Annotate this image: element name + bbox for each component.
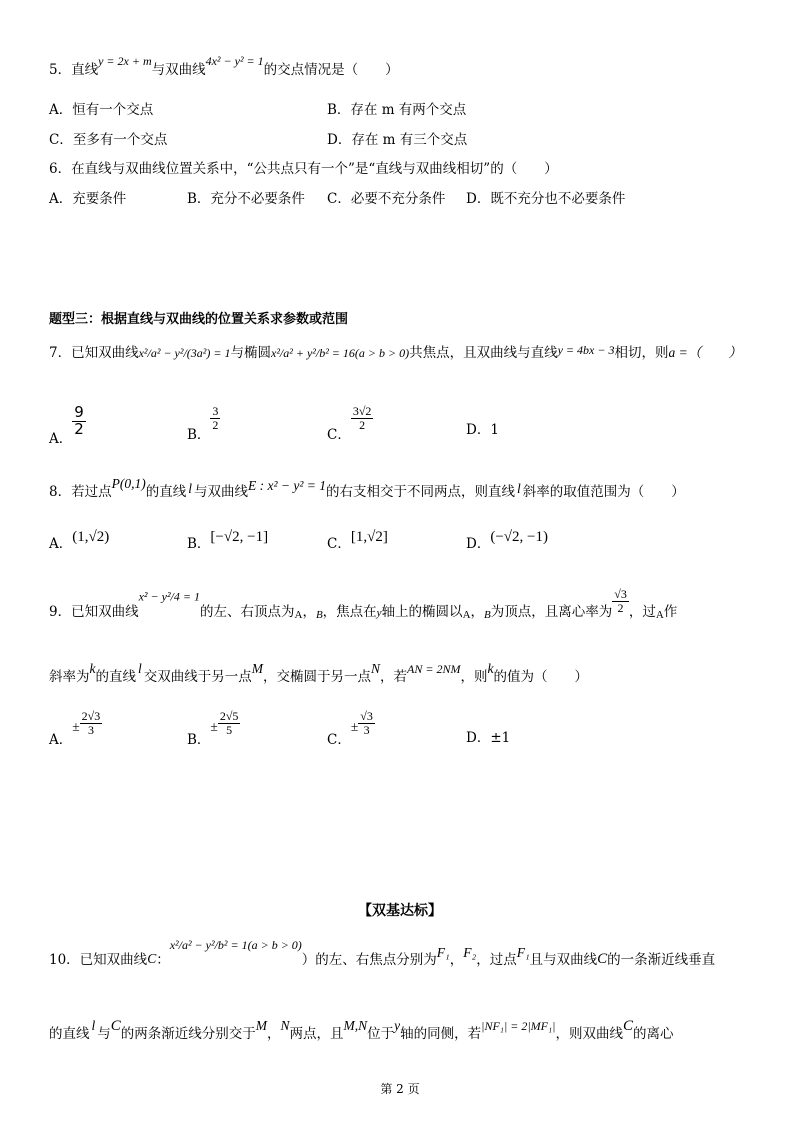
- q10-line2-f: 位于: [367, 1026, 395, 1042]
- q5-option-b: B．存在 m 有两个交点: [327, 102, 467, 118]
- q10-line-l: l: [91, 1018, 96, 1033]
- section-title-basics: 【双基达标】: [358, 903, 442, 919]
- q9-option-b-fraction: [218, 710, 241, 736]
- q10-c-2: C: [597, 951, 608, 967]
- q10-line2-g: 轴的同侧，若: [400, 1026, 482, 1042]
- q9-sep-2: ，: [470, 603, 485, 620]
- q8-stem: [49, 476, 685, 500]
- q10-line2-e: 两点，且: [289, 1026, 344, 1042]
- q10-text4: 的一条渐近线垂直: [607, 952, 716, 968]
- q6-option-a: A．充要条件: [49, 191, 127, 207]
- q9-option-c-num: √3: [360, 709, 373, 723]
- q9-option-a-label: A．: [49, 731, 73, 748]
- q7-option-b-fraction: [210, 405, 220, 431]
- q9-option-a-den: 3: [87, 722, 94, 737]
- q8-option-c: [327, 529, 388, 552]
- q9-option-b-num: 2√5: [219, 709, 239, 723]
- q5-option-d: D．存在 m 有三个交点: [327, 132, 468, 148]
- q10-f2: F₂: [463, 945, 477, 960]
- q9-line2-d: ，交椭圆于另一点: [263, 669, 372, 685]
- q9-line2-a: 斜率为: [49, 669, 90, 685]
- q8-line-l: l: [188, 481, 192, 496]
- q9-text4: 为顶点，且离心率为: [490, 603, 613, 620]
- q9-option-b-pm: ±: [210, 718, 218, 734]
- q8-option-a-label: A．: [49, 536, 73, 552]
- q8-mid2: 与双曲线: [193, 484, 248, 500]
- q9-option-a-pm: ±: [72, 718, 80, 734]
- q9-k-2: k: [487, 661, 494, 676]
- q9-line2-e: ，若: [380, 669, 408, 685]
- q9-sep: ，: [302, 603, 316, 620]
- q10-f1: F₁: [436, 945, 450, 960]
- q9-vector-equation: AN = 2NM: [407, 662, 461, 676]
- q9-option-c-label: C．: [327, 731, 351, 748]
- q9-point-a: A: [294, 608, 303, 621]
- q9-text3: 轴上的椭圆以: [381, 603, 463, 620]
- q9-option-d: D．±1: [466, 730, 511, 746]
- q7-ask: a =（ ）: [668, 345, 742, 360]
- q5-mid: 与双曲线: [151, 62, 206, 78]
- q9-point-n: N: [371, 661, 381, 676]
- q5-stem: [49, 54, 399, 78]
- q10-y: y: [394, 1018, 401, 1033]
- q6-stem: 6．在直线与双曲线位置关系中，“公共点只有一个”是“直线与双曲线相切”的（ ）: [49, 161, 558, 177]
- q10-sep: ，: [449, 952, 464, 968]
- q8-option-b-label: B．: [187, 536, 211, 552]
- q5-prefix: 5．直线: [49, 62, 99, 78]
- q8-option-b-value: [−√2, −1]: [210, 529, 269, 545]
- q8-mid3: 的右支相交于不同两点，则直线: [326, 484, 516, 500]
- q7-line-equation: y = 4bx − 3: [557, 343, 615, 357]
- q7-option-b: [187, 404, 220, 443]
- q7-option-c-num: 3√2: [352, 404, 372, 418]
- q9-eccentricity: [612, 588, 629, 614]
- q7-end: 相切，则: [614, 345, 669, 361]
- q10-stem-line2: [49, 1018, 674, 1042]
- q10-text1: ）的左、右焦点分别为: [301, 952, 437, 968]
- q9-y: y: [376, 606, 382, 619]
- q8-option-d: [466, 529, 548, 552]
- q10-condition: |NF₁| = 2|MF₁|: [481, 1019, 556, 1033]
- q7-option-a-label: A．: [49, 430, 73, 447]
- q10-prefix: 10．已知双曲线: [49, 952, 148, 968]
- q10-colon: ：: [156, 952, 170, 968]
- q9-point-m: M: [251, 661, 264, 676]
- q9-text6: 作: [663, 603, 678, 620]
- q7-option-b-den: 2: [212, 417, 219, 432]
- q10-line2-h: ，则双曲线: [555, 1026, 623, 1042]
- q10-line2-d: ，: [267, 1026, 281, 1042]
- q10-hyperbola-equation: x²/a² − y²/b² = 1(a > b > 0): [169, 938, 302, 952]
- q8-hyperbola: E : x² − y² = 1: [247, 478, 327, 493]
- q7-option-c-den: 2: [359, 417, 366, 432]
- q9-point-a-2: A: [462, 608, 471, 621]
- q9-line2-b: 的直线: [95, 669, 136, 685]
- q9-stem-line1: [49, 584, 678, 621]
- q7-mid: 与椭圆: [230, 345, 271, 361]
- q9-stem-line2: [49, 661, 588, 685]
- q10-text3: 且与双曲线: [529, 952, 598, 968]
- q9-line-l: l: [138, 661, 142, 676]
- q10-text2: ，过点: [476, 952, 517, 968]
- q9-point-b-2: B: [484, 608, 491, 621]
- q9-text1: 的左、右顶点为: [199, 603, 295, 620]
- q9-prefix: 9．已知双曲线: [49, 603, 139, 620]
- q10-c-3: C: [110, 1018, 121, 1034]
- q9-option-b-label: B．: [187, 731, 211, 748]
- q7-prefix: 7．已知双曲线: [49, 345, 139, 361]
- q7-option-a: [49, 403, 86, 447]
- q8-line-l-2: l: [517, 481, 521, 496]
- q9-option-a-num: 2√3: [81, 709, 101, 723]
- q8-option-a: [49, 529, 110, 552]
- q8-option-c-value: [1,√2]: [350, 529, 388, 545]
- q7-option-a-den: 2: [74, 419, 84, 438]
- q9-text5: ，过: [628, 603, 656, 620]
- q8-end: 斜率的取值范围为（ ）: [522, 484, 685, 500]
- q9-hyperbola-equation: x² − y²/4 = 1: [138, 589, 200, 604]
- q10-points-mn: M,N: [343, 1018, 368, 1033]
- q7-option-d: D．1: [466, 422, 499, 438]
- q9-option-b-den: 5: [226, 722, 233, 737]
- q9-line2-f: ，则: [460, 669, 488, 685]
- q5-option-c: C．至多有一个交点: [49, 132, 168, 148]
- q9-ecc-num: √3: [614, 587, 627, 601]
- q8-point: P(0,1): [111, 476, 146, 491]
- q8-option-d-label: D．: [466, 536, 491, 552]
- q5-line-equation: y = 2x + m: [98, 54, 152, 68]
- q6-option-b: B．充分不必要条件: [187, 191, 305, 207]
- q9-option-c-den: 3: [363, 722, 370, 737]
- q7-option-a-num: 9: [74, 403, 84, 421]
- q9-option-a: [49, 709, 102, 748]
- q10-line2-a: 的直线: [49, 1026, 90, 1042]
- q7-option-c: [327, 404, 373, 443]
- q8-option-a-value: (1,√2): [72, 529, 110, 545]
- q9-option-c-fraction: [358, 710, 375, 736]
- q7-option-c-fraction: [351, 405, 374, 431]
- q10-c: C: [147, 951, 157, 966]
- q7-stem: [49, 343, 742, 361]
- q8-option-d-value: (−√2, −1): [490, 529, 548, 545]
- q5-suffix: 的交点情况是（ ）: [263, 62, 399, 78]
- q7-ellipse-equation: x²/a² + y²/b² = 16(a > b > 0): [271, 346, 410, 360]
- q8-prefix: 8．若过点: [49, 484, 112, 500]
- q9-option-c-pm: ±: [350, 718, 359, 734]
- q8-mid1: 的直线: [145, 484, 187, 500]
- q10-line2-b: 与: [97, 1026, 111, 1042]
- q7-hyperbola-equation: x²/a² − y²/(3a²) = 1: [138, 346, 231, 360]
- q9-line2-c: 交双曲线于另一点: [143, 669, 252, 685]
- q10-line2-c: 的两条渐近线分别交于: [120, 1026, 256, 1042]
- q9-k: k: [89, 661, 96, 676]
- section-title: 题型三：根据直线与双曲线的位置关系求参数或范围: [49, 312, 349, 327]
- q6-option-d: D．既不充分也不必要条件: [466, 191, 626, 207]
- q8-option-c-label: C．: [327, 536, 351, 552]
- q5-option-a: A．恒有一个交点: [49, 102, 154, 118]
- q7-option-b-label: B．: [187, 426, 211, 443]
- q8-option-b: [187, 529, 269, 552]
- q7-option-a-fraction: [72, 405, 86, 438]
- q10-point-m: M: [255, 1018, 268, 1033]
- q9-point-b: B: [315, 608, 323, 621]
- q10-point-n: N: [280, 1018, 290, 1033]
- q9-point-a-3: A: [655, 608, 664, 621]
- q10-f1-2: F₁: [516, 945, 530, 960]
- q10-stem-line1: [49, 938, 716, 968]
- q5-hyperbola-equation: 4x² − y² = 1: [205, 54, 264, 68]
- q10-line2-i: 的离心: [632, 1026, 674, 1042]
- q6-option-c: C．必要不充分条件: [327, 191, 446, 207]
- q9-option-b: [187, 709, 240, 748]
- q10-c-4: C: [622, 1018, 633, 1034]
- q7-tail: 共焦点，且双曲线与直线: [409, 345, 558, 361]
- q9-option-a-fraction: [80, 710, 103, 736]
- q9-ecc-den: 2: [617, 600, 624, 615]
- q9-line2-g: 的值为（ ）: [493, 669, 588, 685]
- q9-option-c: [327, 709, 375, 748]
- q9-text2: ，焦点在: [322, 603, 377, 620]
- q7-option-c-label: C．: [327, 426, 351, 443]
- q7-option-b-num: 3: [212, 404, 219, 418]
- page-number: 第 2 页: [380, 1082, 420, 1096]
